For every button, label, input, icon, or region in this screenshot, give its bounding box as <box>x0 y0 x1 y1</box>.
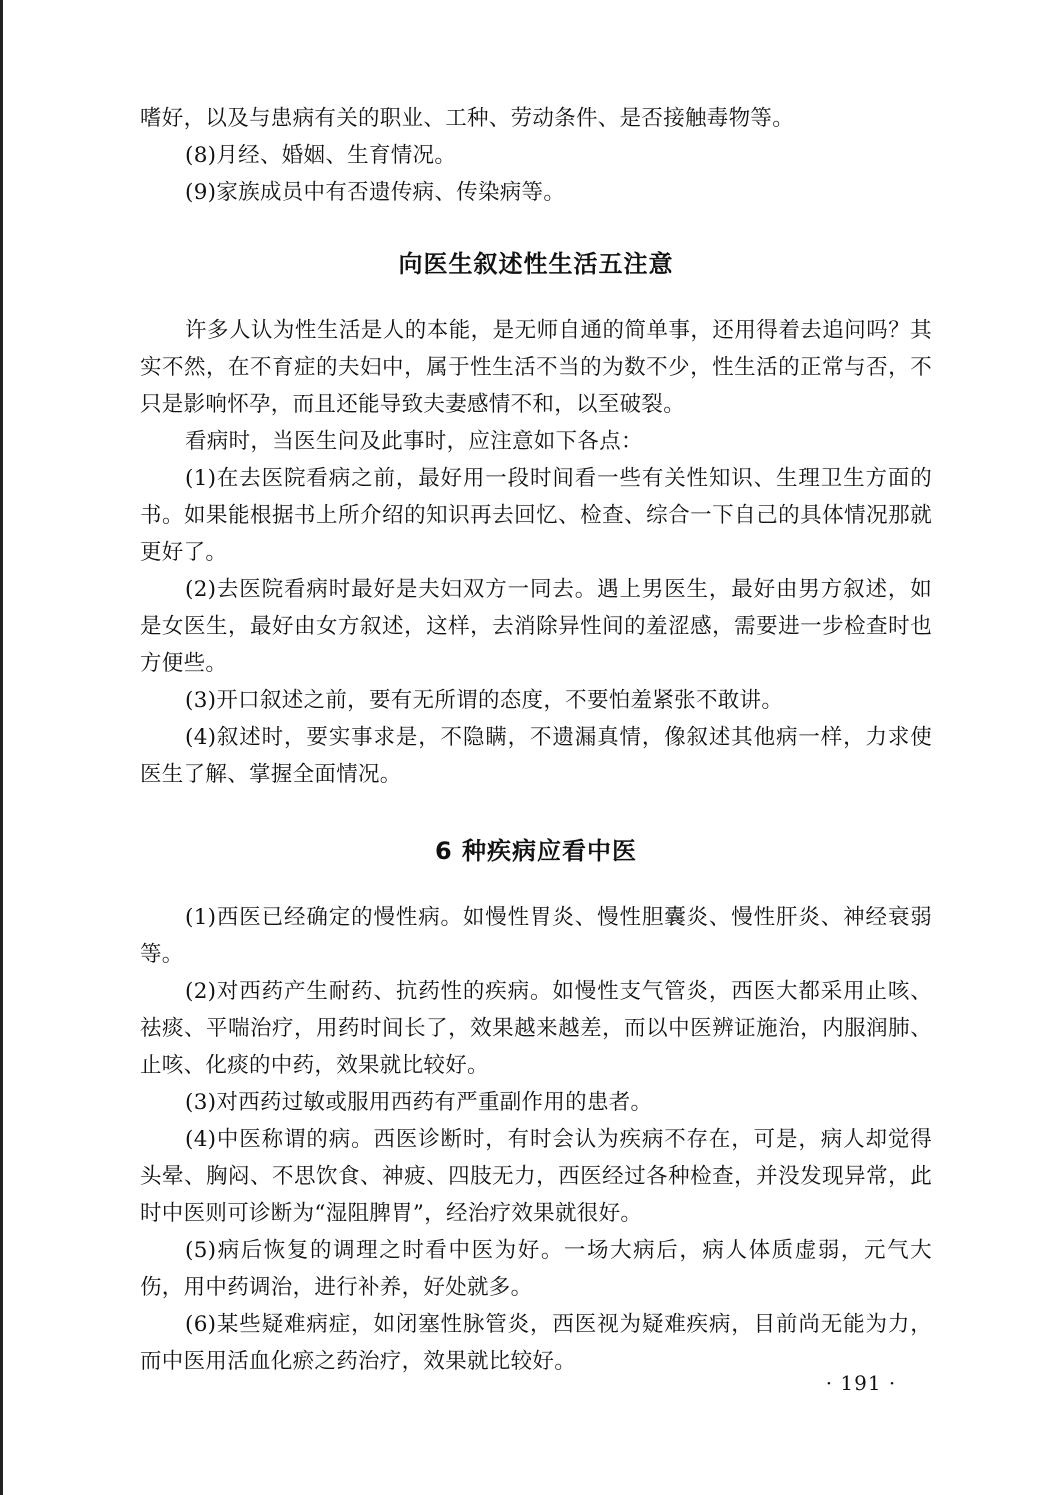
intro-paragraph-1: 嗜好，以及与患病有关的职业、工种、劳动条件、是否接触毒物等。 <box>140 106 795 131</box>
section1-paragraph-5: (3)开口叙述之前，要有无所谓的态度，不要怕羞紧张不敢讲。 <box>185 688 784 713</box>
section-sexual-life <box>140 244 932 793</box>
section2-paragraph-5: (5)病后恢复的调理之时看中医为好。一场大病后，病人体质虚弱，元气大伤，用中药调治，进行补养，好处就多。 <box>140 1238 932 1300</box>
section2-paragraph-1: (1)西医已经确定的慢性病。如慢性胃炎、慢性胆囊炎、慢性肝炎、神经衰弱等。 <box>140 905 932 967</box>
page-edge-line <box>0 0 3 1495</box>
intro-paragraph-2: (8)月经、婚姻、生育情况。 <box>185 143 457 168</box>
section-heading-chinese-medicine: 6 种疾病应看中医 <box>434 837 638 865</box>
section1-paragraph-4: (2)去医院看病时最好是夫妇双方一同去。遇上男医生，最好由男方叙述，如是女医生，最好由女方叙述，这样，去消除异性间的羞涩感，需要进一步检查时也方便些。 <box>140 577 932 676</box>
section2-paragraph-6: (6)某些疑难病症，如闭塞性脉管炎，西医视为疑难疾病，目前尚无能为力，而中医用活血化瘀之药治疗，效果就比较好。 <box>140 1312 932 1374</box>
section-heading-sexual-life: 向医生叙述性生活五注意 <box>398 250 674 278</box>
intro-paragraph-3: (9)家族成员中有否遗传病、传染病等。 <box>185 180 566 205</box>
section1-paragraph-3: (1)在去医院看病之前，最好用一段时间看一些有关性知识、生理卫生方面的书。如果能根据书上所介绍的知识再去回忆、检查、综合一下自己的具体情况那就更好了。 <box>140 466 932 565</box>
section1-paragraph-6: (4)叙述时，要实事求是，不隐瞒，不遗漏真情，像叙述其他病一样，力求使医生了解、掌握全面情况。 <box>140 725 932 787</box>
section1-paragraph-1: 许多人认为性生活是人的本能，是无师自通的简单事，还用得着去追问吗？其实不然，在不育症的夫妇中，属于性生活不当的为数不少，性生活的正常与否，不只是影响怀孕，而且还能导致夫妻感情不和，以至破裂。 <box>140 318 932 417</box>
section2-paragraph-2: (2)对西药产生耐药、抗药性的疾病。如慢性支气管炎，西医大都采用止咳、祛痰、平喘治疗，用药时间长了，效果越来越差，而以中医辨证施治，内服润肺、止咳、化痰的中药，效果就比较好。 <box>140 979 932 1078</box>
book-page <box>140 100 932 1380</box>
intro-section <box>140 100 932 211</box>
section1-paragraph-2: 看病时，当医生问及此事时，应注意如下各点： <box>185 429 643 454</box>
section-chinese-medicine <box>140 831 932 1380</box>
page-number: · 191 · <box>825 1371 897 1395</box>
section2-paragraph-3: (3)对西药过敏或服用西药有严重副作用的患者。 <box>185 1090 653 1115</box>
section2-paragraph-4: (4)中医称谓的病。西医诊断时，有时会认为疾病不存在，可是，病人却觉得头晕、胸闷、不思饮食、神疲、四肢无力，西医经过各种检查，并没发现异常，此时中医则可诊断为“湿阻脾胃”，经治疗效果就很好。 <box>140 1127 932 1226</box>
